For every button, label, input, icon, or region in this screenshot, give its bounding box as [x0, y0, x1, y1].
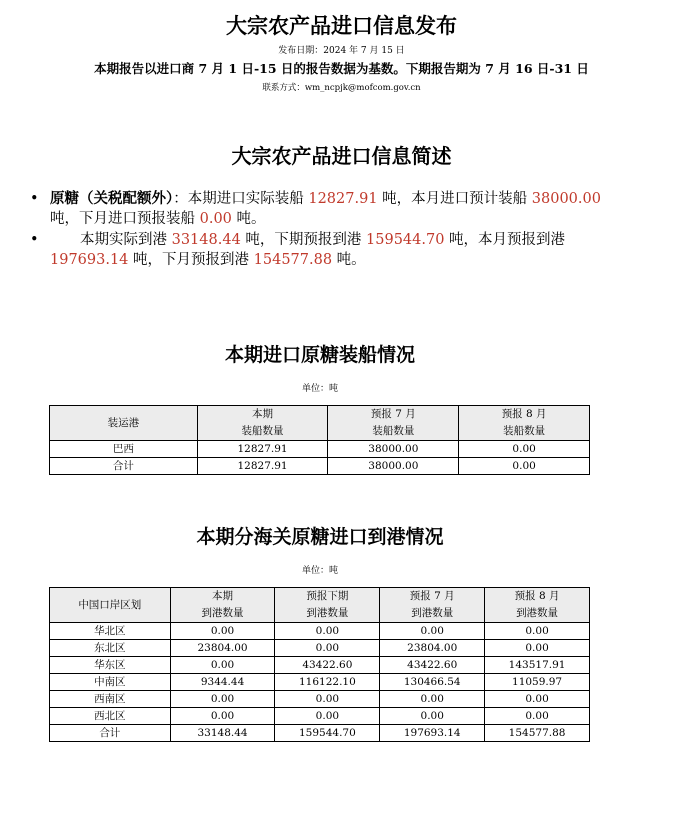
summary-text: 吨，本月进口预计装船 — [377, 191, 532, 207]
column-header — [275, 588, 380, 623]
summary-value: 33148.44 — [171, 232, 241, 248]
table-cell: 华北区 — [50, 623, 171, 640]
bullet-icon: • — [30, 232, 39, 248]
column-header — [197, 406, 328, 441]
table-cell: 0.00 — [380, 691, 485, 708]
summary-value: 154577.88 — [253, 252, 333, 268]
table-cell: 23804.00 — [380, 640, 485, 657]
table-row — [50, 725, 590, 742]
header-line: 预报下期 — [306, 590, 349, 602]
table-cell: 0.00 — [170, 623, 275, 640]
table-cell: 43422.60 — [380, 657, 485, 674]
summary-text: 本期实际到港 — [80, 232, 172, 248]
column-header — [328, 406, 459, 441]
summary-text: 吨，下月预报到港 — [128, 252, 254, 268]
arrival-table — [49, 587, 590, 742]
table-cell: 0.00 — [459, 458, 590, 475]
header-line: 预报 7 月 — [409, 590, 455, 602]
contact-info: 联系方式：wm_ncpjk@mofcom.gov.cn — [262, 83, 421, 93]
table-cell: 159544.70 — [275, 725, 380, 742]
summary-value: 0.00 — [199, 211, 232, 227]
shipping-table — [49, 405, 590, 475]
summary-value: 197693.14 — [50, 252, 129, 268]
shipping-unit-label: 单位：吨 — [301, 384, 338, 394]
table-row — [50, 640, 590, 657]
publish-date: 发布日期：2024 年 7 月 15 日 — [278, 46, 405, 56]
table-row — [50, 708, 590, 725]
table-cell: 130466.54 — [380, 674, 485, 691]
column-header: 装运港 — [50, 406, 198, 441]
period-note: 本期报告以进口商 7 月 1 日-15 日的报告数据为基数。下期报告期为 7 月 16 日-31 日 — [94, 61, 589, 76]
summary-list — [30, 189, 630, 271]
summary-item-arrival — [30, 230, 630, 270]
table-cell: 东北区 — [50, 640, 171, 657]
summary-value: 159544.70 — [366, 232, 445, 248]
table-cell: 11059.97 — [485, 674, 590, 691]
table-cell: 12827.91 — [197, 458, 328, 475]
summary-text: 吨，下月进口预报装船 — [50, 211, 200, 227]
header-line: 装船数量 — [503, 425, 546, 437]
header-line: 预报 8 月 — [501, 408, 547, 420]
table-cell: 0.00 — [275, 640, 380, 657]
bullet-icon: • — [30, 191, 39, 207]
table-cell: 0.00 — [275, 708, 380, 725]
arrival-unit-label: 单位：吨 — [301, 566, 338, 576]
product-name: 原糖（关税配额外） — [50, 190, 174, 207]
table-cell: 华东区 — [50, 657, 171, 674]
header-line: 预报 7 月 — [370, 408, 416, 420]
summary-text: 吨，本月预报到港 — [444, 232, 566, 248]
table-row — [50, 691, 590, 708]
table-cell: 9344.44 — [170, 674, 275, 691]
table-cell: 合计 — [50, 725, 171, 742]
header-line: 到港数量 — [201, 607, 244, 619]
table-cell: 0.00 — [485, 708, 590, 725]
table-header-row — [50, 406, 590, 441]
header-line: 预报 8 月 — [514, 590, 560, 602]
table-cell: 0.00 — [275, 691, 380, 708]
table-cell: 23804.00 — [170, 640, 275, 657]
summary-item-shipping — [30, 189, 630, 229]
table-cell: 197693.14 — [380, 725, 485, 742]
column-header — [459, 406, 590, 441]
header-line: 到港数量 — [306, 607, 349, 619]
table-row — [50, 674, 590, 691]
summary-text: ：本期进口实际装船 — [173, 191, 309, 207]
table-cell: 38000.00 — [328, 458, 459, 475]
summary-title: 大宗农产品进口信息简述 — [231, 144, 452, 168]
table-cell: 38000.00 — [328, 441, 459, 458]
column-header — [170, 588, 275, 623]
summary-text: 吨。 — [332, 252, 366, 268]
header-line: 装船数量 — [372, 425, 415, 437]
summary-text: 吨。 — [231, 211, 266, 227]
arrival-section-title: 本期分海关原糖进口到港情况 — [196, 526, 444, 548]
header-line: 到港数量 — [411, 607, 454, 619]
table-cell: 33148.44 — [170, 725, 275, 742]
table-cell: 116122.10 — [275, 674, 380, 691]
table-cell: 12827.91 — [197, 441, 328, 458]
column-header — [380, 588, 485, 623]
table-cell: 西南区 — [50, 691, 171, 708]
table-cell: 143517.91 — [485, 657, 590, 674]
summary-value: 38000.00 — [531, 191, 601, 207]
table-row — [50, 623, 590, 640]
table-cell: 合计 — [50, 458, 198, 475]
table-cell: 西北区 — [50, 708, 171, 725]
table-cell: 0.00 — [380, 623, 485, 640]
table-cell: 154577.88 — [485, 725, 590, 742]
header-line: 装船数量 — [241, 425, 284, 437]
table-cell: 0.00 — [380, 708, 485, 725]
report-title: 大宗农产品进口信息发布 — [226, 13, 457, 38]
summary-value: 12827.91 — [308, 191, 378, 207]
table-row — [50, 458, 590, 475]
table-cell: 0.00 — [459, 441, 590, 458]
header-line: 本期 — [212, 590, 234, 602]
header-line: 到港数量 — [516, 607, 559, 619]
table-cell: 0.00 — [485, 691, 590, 708]
header-line: 本期 — [252, 408, 274, 420]
shipping-section-title: 本期进口原糖装船情况 — [224, 344, 415, 366]
table-cell: 0.00 — [485, 623, 590, 640]
table-row — [50, 441, 590, 458]
table-row — [50, 657, 590, 674]
table-cell: 巴西 — [50, 441, 198, 458]
column-header: 中国口岸区划 — [50, 588, 171, 623]
table-header-row — [50, 588, 590, 623]
table-cell: 43422.60 — [275, 657, 380, 674]
column-header — [485, 588, 590, 623]
table-cell: 0.00 — [170, 691, 275, 708]
table-cell: 0.00 — [170, 657, 275, 674]
summary-text: 吨，下期预报到港 — [240, 232, 367, 248]
table-cell: 0.00 — [170, 708, 275, 725]
table-cell: 0.00 — [275, 623, 380, 640]
table-cell: 中南区 — [50, 674, 171, 691]
table-cell: 0.00 — [485, 640, 590, 657]
